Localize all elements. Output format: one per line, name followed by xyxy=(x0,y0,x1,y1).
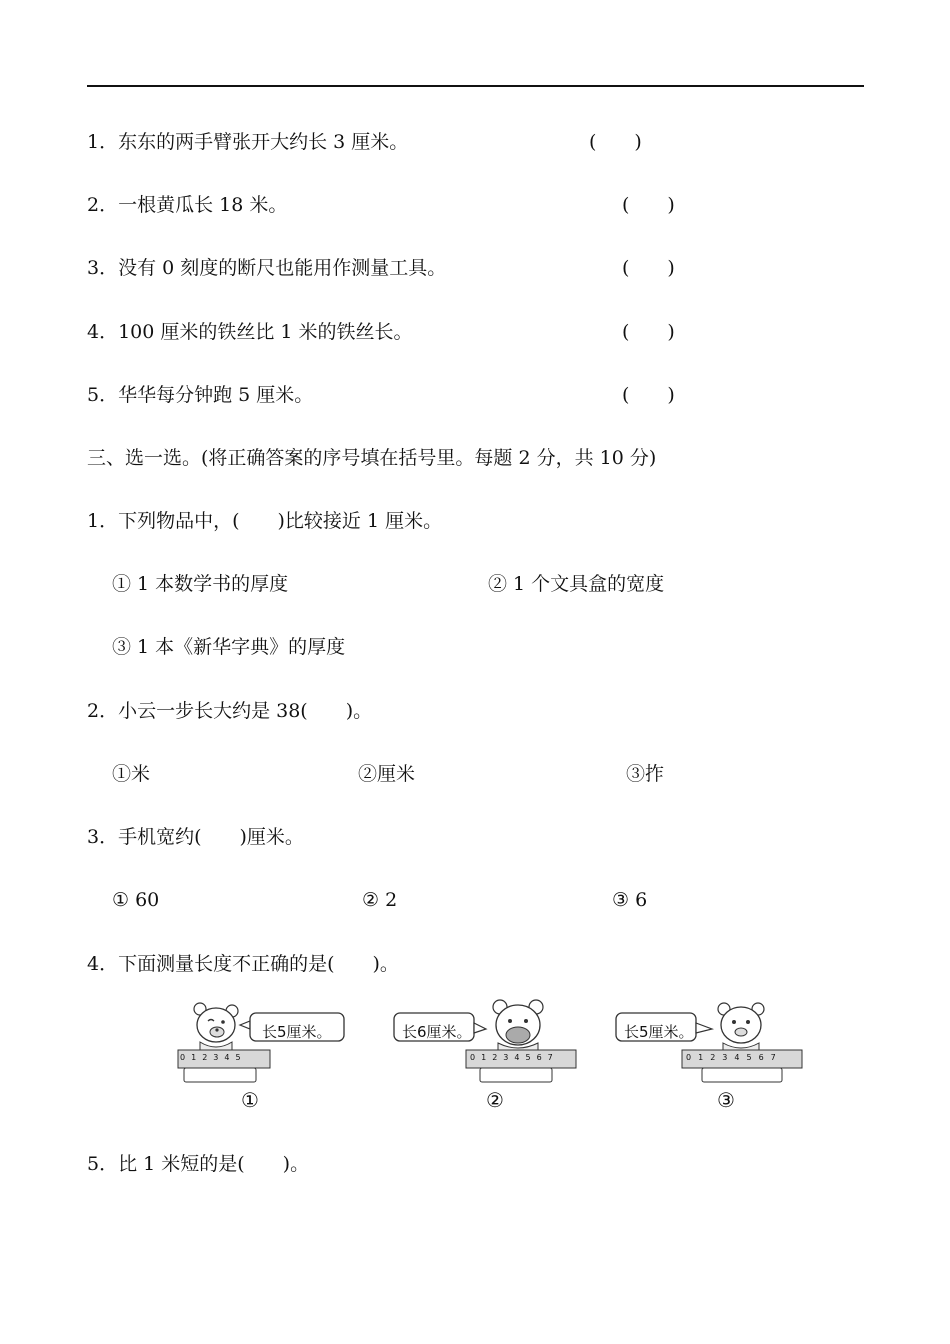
judge-item-1: 1．东东的两手臂张开大约长 3 厘米。 xyxy=(87,131,409,153)
tick-label: 7 xyxy=(547,1053,559,1062)
ruler-ticks xyxy=(180,1053,247,1063)
tick-label: 4 xyxy=(514,1053,526,1062)
question-4: 4．下面测量长度不正确的是( )。 xyxy=(87,953,399,975)
q3-option-3[interactable]: ③ 6 xyxy=(612,889,648,911)
q3-option-2[interactable]: ② 2 xyxy=(362,889,398,911)
answer-paren-4[interactable]: ( ) xyxy=(622,321,675,343)
tick-label: 7 xyxy=(770,1053,783,1062)
tick-label: 6 xyxy=(758,1053,771,1062)
question-3: 3．手机宽约( )厘米。 xyxy=(87,826,304,848)
answer-paren-2[interactable]: ( ) xyxy=(622,194,675,216)
tick-label: 5 xyxy=(525,1053,537,1062)
tick-label: 1 xyxy=(698,1053,711,1062)
section-heading: 三、选一选。(将正确答案的序号填在括号里。每题 2 分，共 10 分) xyxy=(87,447,657,469)
answer-paren-1[interactable]: ( ) xyxy=(589,131,642,153)
tick-label: 0 xyxy=(686,1053,699,1062)
q2-option-1[interactable]: ①米 xyxy=(112,763,151,785)
question-1: 1．下列物品中，( )比较接近 1 厘米。 xyxy=(87,510,443,532)
tick-label: 4 xyxy=(734,1053,747,1062)
ruler-ticks xyxy=(686,1053,783,1063)
figure-label: ③ xyxy=(717,1088,735,1112)
tick-label: 1 xyxy=(191,1053,203,1062)
tick-label: 0 xyxy=(470,1053,482,1062)
q1-option-1[interactable]: ① 1 本数学书的厚度 xyxy=(112,573,289,595)
judge-item-5: 5．华华每分钟跑 5 厘米。 xyxy=(87,384,314,406)
q4-figure-3[interactable] xyxy=(612,995,812,1125)
judge-item-4: 4．100 厘米的铁丝比 1 米的铁丝长。 xyxy=(87,321,413,343)
speech-text: 长5厘米。 xyxy=(262,1023,332,1041)
tick-label: 1 xyxy=(481,1053,493,1062)
tick-label: 0 xyxy=(180,1053,192,1062)
q2-option-2[interactable]: ②厘米 xyxy=(358,763,416,785)
tick-label: 3 xyxy=(503,1053,515,1062)
tick-label: 2 xyxy=(492,1053,504,1062)
bear-ruler-illustration xyxy=(170,995,370,1090)
bear-ruler-illustration xyxy=(612,995,812,1090)
q2-option-3[interactable]: ③拃 xyxy=(626,763,665,785)
tick-label: 2 xyxy=(202,1053,214,1062)
figure-label: ① xyxy=(241,1088,259,1112)
q4-figure-1[interactable] xyxy=(170,995,370,1125)
tick-label: 2 xyxy=(710,1053,723,1062)
speech-text: 长5厘米。 xyxy=(624,1023,694,1041)
question-5: 5．比 1 米短的是( )。 xyxy=(87,1153,310,1175)
bear-ruler-illustration xyxy=(390,995,590,1090)
question-2: 2．小云一步长大约是 38( )。 xyxy=(87,700,373,722)
tick-label: 5 xyxy=(746,1053,759,1062)
answer-paren-3[interactable]: ( ) xyxy=(622,257,675,279)
figure-label: ② xyxy=(486,1088,504,1112)
ruler-ticks xyxy=(470,1053,559,1063)
q1-option-3[interactable]: ③ 1 本《新华字典》的厚度 xyxy=(112,636,346,658)
judge-item-2: 2．一根黄瓜长 18 米。 xyxy=(87,194,288,216)
tick-label: 3 xyxy=(722,1053,735,1062)
tick-label: 3 xyxy=(213,1053,225,1062)
judge-item-3: 3．没有 0 刻度的断尺也能用作测量工具。 xyxy=(87,257,447,279)
tick-label: 5 xyxy=(235,1053,247,1062)
tick-label: 4 xyxy=(224,1053,236,1062)
speech-text: 长6厘米。 xyxy=(402,1023,472,1041)
q3-option-1[interactable]: ① 60 xyxy=(112,889,160,911)
tick-label: 6 xyxy=(536,1053,548,1062)
answer-paren-5[interactable]: ( ) xyxy=(622,384,675,406)
top-rule xyxy=(87,85,864,87)
q1-option-2[interactable]: ② 1 个文具盒的宽度 xyxy=(488,573,665,595)
q4-figure-2[interactable] xyxy=(390,995,590,1125)
